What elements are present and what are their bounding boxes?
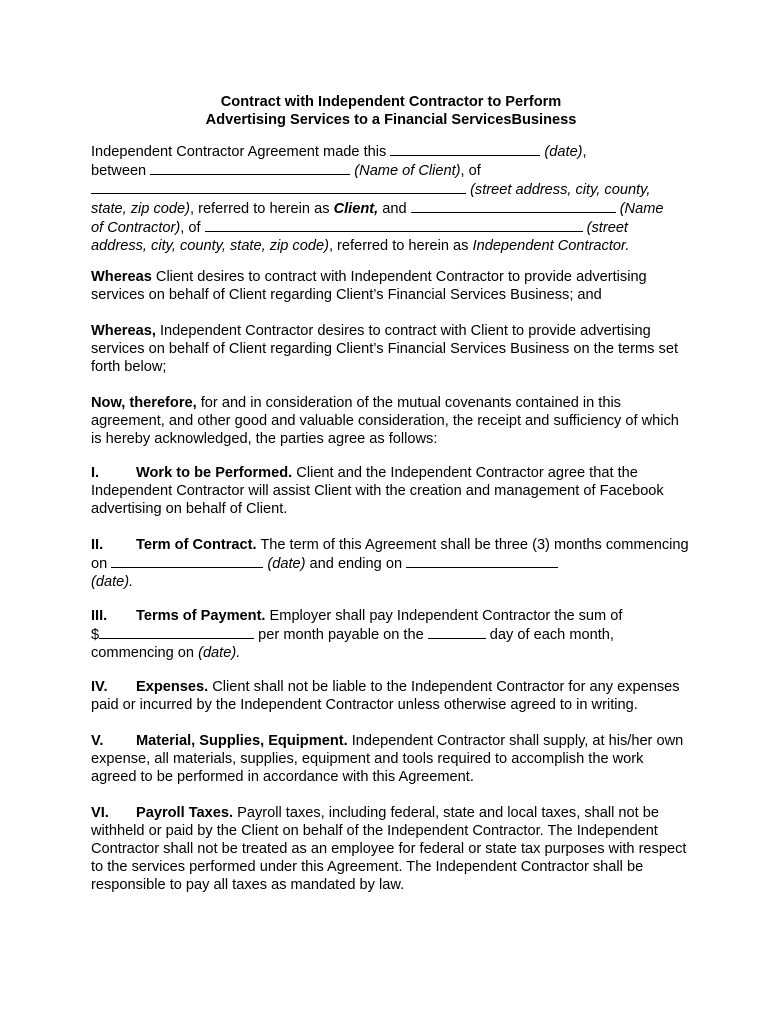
now-therefore-paragraph: Now, therefore, for and in consideration of the mutual covenants contained in this agreement, and other good and valuable consideration, the receipt and sufficiency of which is hereby acknowledged, the parties agree as follows:: [91, 395, 679, 447]
contractor-name-blank[interactable]: [411, 199, 616, 213]
whereas-paragraph-1: Whereas Client desires to contract with Independent Contractor to provide advertising services on behalf of Client regarding Client’s Financial Services Business; and: [91, 269, 647, 303]
section-payroll-taxes: VI. Payroll Taxes. Payroll taxes, including federal, state and local taxes, shall not be withheld or paid by the Client on behalf of the Independent Contractor. The Independent Contractor shall not be treated as an employee for federal or state tax purposes with respect to the services performed under this Agreement. The Independent Contractor shall be responsible to pay all taxes as mandated by law.: [91, 805, 687, 893]
client-name-blank[interactable]: [150, 161, 350, 175]
title-line-1: Contract with Independent Contractor to Perform: [220, 94, 562, 110]
payment-day-blank[interactable]: [428, 625, 486, 639]
start-date-blank[interactable]: [111, 554, 263, 568]
section-term: II. Term of Contract. The term of this Agreement shall be three (3) months commencing on (date) and ending on (date).: [91, 537, 689, 590]
section-expenses: IV. Expenses. Client shall not be liable to the Independent Contractor for any expenses paid or incurred by the Independent Contractor unless otherwise agreed to in writing.: [91, 679, 680, 713]
document-title: [91, 93, 691, 129]
whereas-paragraph-2: Whereas, Independent Contractor desires to contract with Client to provide advertising services on behalf of Client regarding Client’s Financial Services Business on the terms set forth below;: [91, 323, 679, 375]
section-work: I. Work to be Performed. Client and the Independent Contractor agree that the Independent Contractor will assist Client with the creation and management of Facebook advertising on behalf of Client.: [91, 465, 664, 517]
intro-paragraph: Independent Contractor Agreement made this (date), between (Name of Client), of (street address, city, county, state, zip code), referred to herein as Client, and (Name of Contractor), of (street address, city, county, state, zip code), referred to herein as Independent Contractor.: [91, 144, 664, 254]
document-page: [91, 93, 691, 894]
payment-amount-blank[interactable]: [99, 625, 254, 639]
section-payment: III. Terms of Payment. Employer shall pay Independent Contractor the sum of $ per month payable on the day of each month, commencing on (date).: [91, 608, 623, 661]
section-materials: V. Material, Supplies, Equipment. Independent Contractor shall supply, at his/her own expense, all materials, supplies, equipment and tools required to accomplish the work agreed to be performed in accordance with this Agreement.: [91, 733, 684, 785]
contractor-address-blank[interactable]: [205, 218, 583, 232]
date-blank[interactable]: [390, 142, 540, 156]
title-line-2: Advertising Services to a Financial ServicesBusiness: [205, 112, 577, 128]
client-address-blank[interactable]: [91, 180, 466, 194]
end-date-blank[interactable]: [406, 554, 558, 568]
